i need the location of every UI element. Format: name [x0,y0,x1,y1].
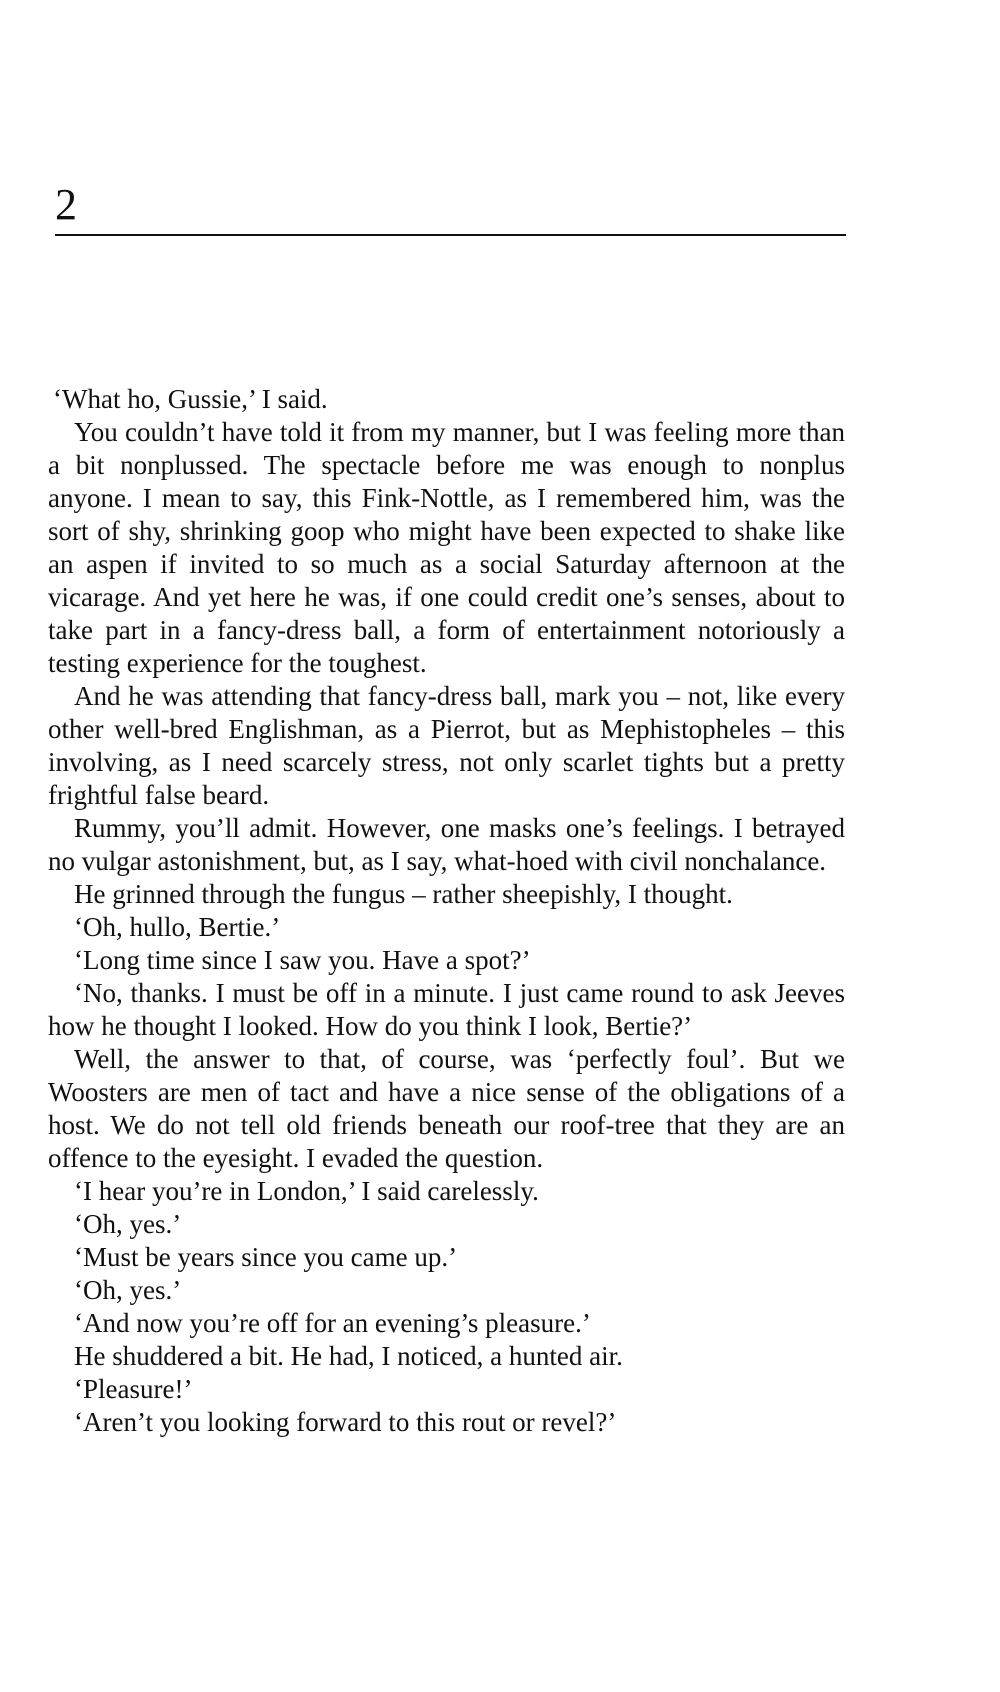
paragraph: ‘Oh, yes.’ [74,1275,182,1305]
paragraph: ‘And now you’re off for an evening’s pleasure.’ [74,1308,591,1338]
paragraph: He grinned through the fungus – rather sheepishly, I thought. [74,879,733,909]
paragraph: He shuddered a bit. He had, I noticed, a hunted air. [74,1341,623,1371]
paragraph: ‘Oh, yes.’ [74,1209,182,1239]
paragraph: Rummy, you’ll admit. However, one masks one’s feelings. I betrayed no vulgar astonishment, but, as I say, what-hoed with civil nonchalance. [48,813,845,876]
paragraph: ‘I hear you’re in London,’ I said carelessly. [74,1176,539,1206]
paragraph: ‘No, thanks. I must be off in a minute. I just came round to ask Jeeves how he thought I looked. How do you think I look, Bertie?’ [48,978,845,1041]
paragraph: ‘Aren’t you looking forward to this rout or revel?’ [74,1407,617,1437]
paragraph: You couldn’t have told it from my manner, but I was feeling more than a bit nonplussed. The spectacle before me was enough to nonplus anyone. I mean to say, this Fink-Nottle, as I remembered him, was the sort of shy, shrinking goop who might have been expected to shake like an aspen if invited to so much as a social Saturday afternoon at the vicarage. And yet here he was, if one could credit one’s senses, about to take part in a fancy-dress ball, a form of entertainment notoriously a testing experience for the toughest. [48,417,845,678]
paragraph: ‘Oh, hullo, Bertie.’ [74,912,281,942]
paragraph: ‘Long time since I saw you. Have a spot?’ [74,945,531,975]
chapter-divider [55,234,846,236]
paragraph: Well, the answer to that, of course, was ‘perfectly foul’. But we Woosters are men of tact and have a nice sense of the obligations of a host. We do not tell old friends beneath our roof-tree that they are an offence to the eyesight. I evaded the question. [48,1044,845,1173]
paragraph: ‘What ho, Gussie,’ I said. [53,384,328,414]
paragraph: And he was attending that fancy-dress ball, mark you – not, like every other well-bred Englishman, as a Pierrot, but as Mephistopheles – this involving, as I need scarcely stress, not only scarlet tights but a pretty frightful false beard. [48,681,845,810]
chapter-number: 2 [55,180,77,229]
paragraph: ‘Pleasure!’ [74,1374,193,1404]
body-text [48,383,845,1439]
paragraph: ‘Must be years since you came up.’ [74,1242,458,1272]
